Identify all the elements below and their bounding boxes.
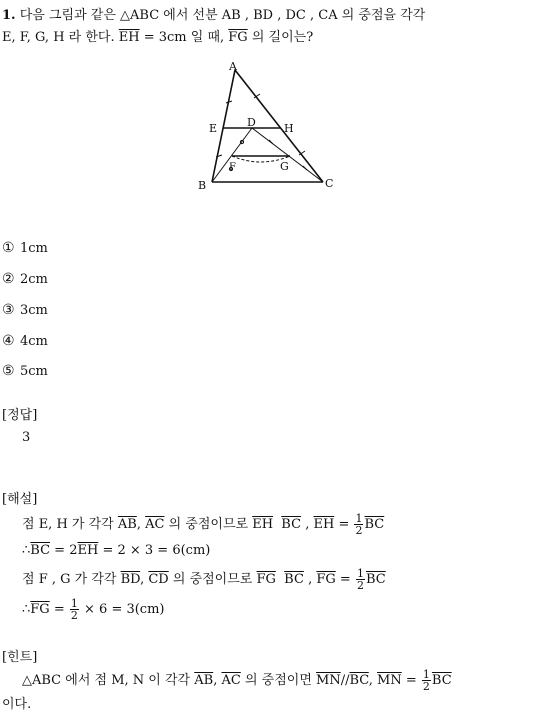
segment-bd: $\overline{BD}$	[120, 572, 141, 587]
choice-5[interactable]	[2, 363, 48, 379]
choice-mark: ②	[2, 271, 15, 287]
segment-eh: $\overline{EH}$	[313, 517, 335, 532]
label-a: A	[229, 60, 237, 73]
choice-mark: ③	[2, 302, 15, 318]
choice-mark: ①	[2, 240, 15, 256]
numerator: 1	[356, 567, 364, 580]
numerator: 1	[355, 512, 363, 525]
label-g: G	[280, 160, 289, 173]
choice-mark: ④	[2, 333, 15, 349]
therefore-symbol: ∴	[22, 602, 31, 617]
segment-bc: $\overline{BC}$	[364, 517, 385, 532]
question-text: 다음 그림과 같은 △ABC 에서 선분 AB , BD , DC , CA 의 중점을 각각	[19, 8, 426, 23]
numerator: 1	[422, 668, 430, 681]
choice-text: 1cm	[20, 241, 48, 256]
segment-ac: $\overline{AC}$	[145, 517, 165, 532]
explanation-line-4	[22, 598, 165, 621]
question-text-c: 의 길이는?	[251, 30, 314, 45]
denominator: 2	[422, 680, 430, 693]
answer-heading: [정답]	[2, 408, 38, 423]
segment-eh: $\overline{EH}$	[77, 543, 99, 558]
hint-line-1	[22, 669, 452, 692]
triangle-figure	[195, 58, 345, 193]
choice-2[interactable]	[2, 271, 48, 287]
parallel-symbol: //	[340, 673, 350, 688]
denominator: 2	[70, 609, 78, 622]
answer-value: 3	[22, 430, 31, 445]
choice-text: 3cm	[20, 303, 48, 318]
text: =	[339, 572, 351, 587]
text: ,	[368, 673, 373, 688]
segment-mn: $\overline{MN}$	[316, 673, 341, 688]
question-number: 1.	[2, 8, 16, 23]
label-f: F	[229, 162, 236, 173]
text: =	[405, 673, 417, 688]
choice-text: 5cm	[20, 364, 48, 379]
segment-bc: $\overline{BC}$	[365, 572, 386, 587]
denominator: 2	[356, 579, 364, 592]
segment-ac: $\overline{AC}$	[221, 673, 241, 688]
label-b: B	[198, 179, 207, 192]
text: 의 중점이면	[244, 673, 312, 688]
explanation-line-2	[22, 543, 210, 558]
segment-fg: $\overline{FG}$	[228, 30, 248, 45]
segment-bc: $\overline{BC}$	[281, 517, 302, 532]
text: × 6 = 3(cm)	[84, 602, 165, 617]
segment-bc: $\overline{BC}$	[30, 543, 51, 558]
text: ,	[308, 572, 313, 587]
fraction-half	[354, 513, 363, 536]
segment-fg: $\overline{FG}$	[256, 572, 276, 587]
segment-fg: $\overline{FG}$	[316, 572, 336, 587]
hint-heading: [힌트]	[2, 650, 38, 665]
text: =	[53, 602, 65, 617]
question-text-a: E, F, G, H 라 한다.	[2, 30, 115, 45]
segment-eh: $\overline{EH}$	[252, 517, 274, 532]
choice-4[interactable]	[2, 333, 48, 349]
segment-cd: $\overline{CD}$	[148, 572, 169, 587]
question-line-2	[2, 26, 313, 45]
tick-gc	[303, 166, 307, 170]
segment-ab: $\overline{AB}$	[194, 673, 214, 688]
text: 점 E, H 가 각각	[22, 517, 114, 532]
explanation-heading: [해설]	[2, 492, 38, 507]
choice-text: 2cm	[20, 272, 48, 287]
choice-mark: ⑤	[2, 363, 15, 379]
choice-3[interactable]	[2, 302, 48, 318]
segment-bc: $\overline{BC}$	[431, 673, 452, 688]
text: ,	[140, 572, 149, 587]
text: ,	[213, 673, 218, 688]
segment-eh: $\overline{EH}$	[118, 30, 140, 45]
segment-ab: $\overline{AB}$	[117, 517, 137, 532]
text: ,	[136, 517, 146, 532]
segment-mn: $\overline{MN}$	[377, 673, 402, 688]
text: 점 F , G 가 각각	[22, 572, 117, 587]
question-text-b: = 3cm 일 때,	[143, 30, 225, 45]
label-d: D	[247, 116, 256, 129]
segment-bc: $\overline{BC}$	[349, 673, 369, 688]
label-e: E	[209, 122, 218, 135]
explanation-line-3	[22, 568, 386, 591]
therefore-symbol: ∴	[22, 543, 31, 558]
segment-bc: $\overline{BC}$	[284, 572, 304, 587]
fraction-half	[356, 568, 365, 591]
question-line-1	[2, 4, 425, 23]
hint-line-2: 이다.	[2, 697, 32, 712]
choice-text: 4cm	[20, 334, 48, 349]
text: △ABC 에서 점 M, N 이 각각	[22, 673, 191, 688]
text: 의 중점이므로	[172, 572, 253, 587]
text: 의 중점이므로	[168, 517, 249, 532]
fraction-half	[422, 669, 431, 692]
choice-1[interactable]	[2, 240, 48, 256]
text: = 2 × 3 = 6(cm)	[102, 543, 211, 558]
label-h: H	[284, 122, 294, 135]
fraction-half	[70, 598, 79, 621]
numerator: 1	[70, 597, 78, 610]
denominator: 2	[355, 524, 363, 537]
text: = 2	[54, 543, 78, 558]
text: ,	[305, 517, 310, 532]
explanation-line-1	[22, 513, 384, 536]
text: =	[338, 517, 350, 532]
label-c: C	[325, 177, 334, 190]
segment-fg: $\overline{FG}$	[30, 602, 50, 617]
